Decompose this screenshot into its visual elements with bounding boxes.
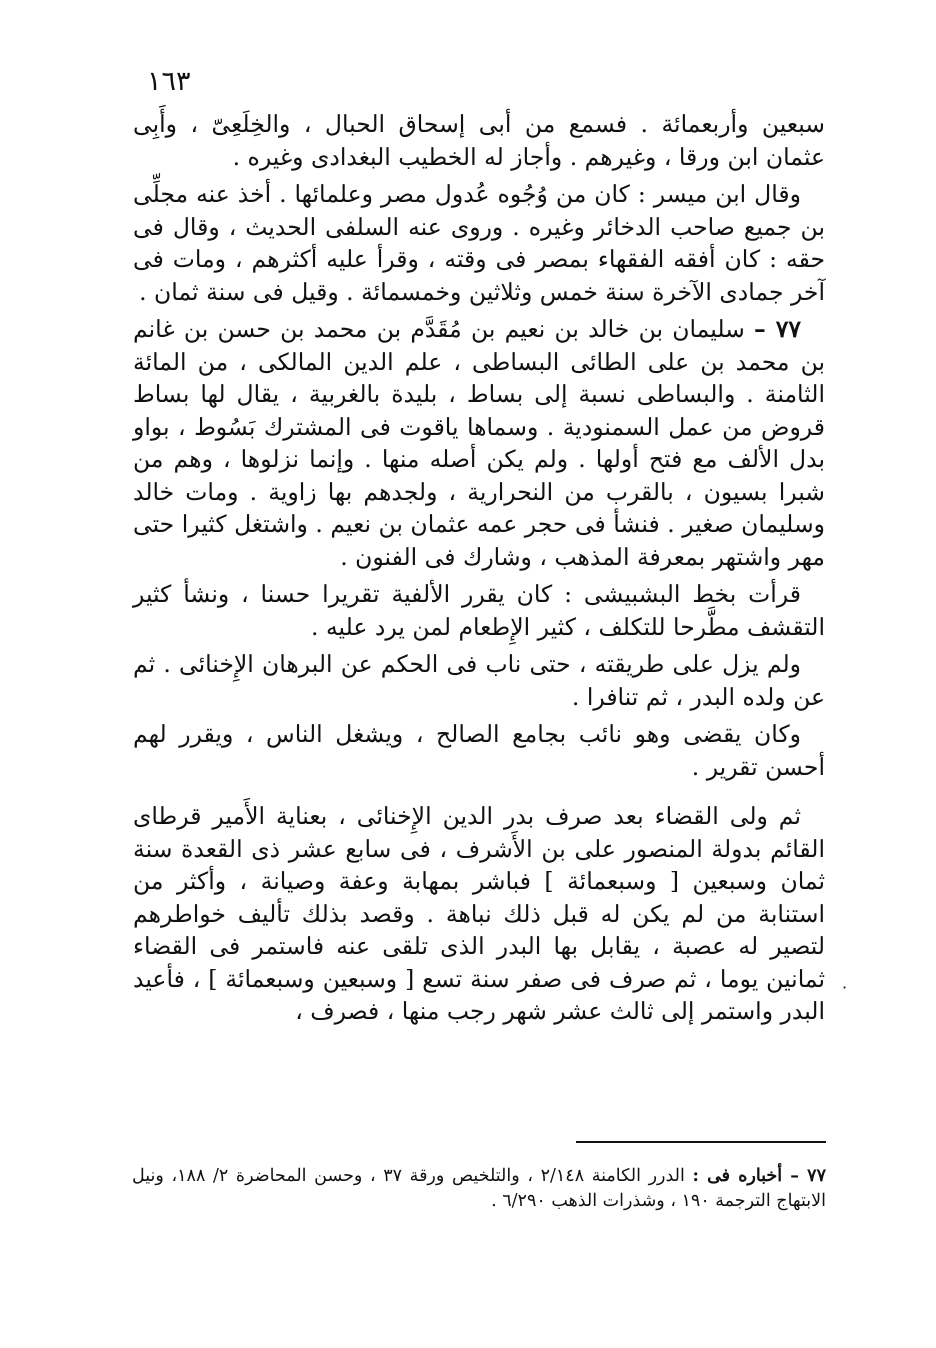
page-number: ١٦٣ [147, 66, 191, 97]
paragraph: وقال ابن ميسر : كان من وُجُوه عُدول مصر وعلمائها . أخذ عنه مجلِّى بن جميع صاحب الدخائر وغيره . وروى عنه السلفى الحديث ، وقال فى حقه : كان أفقه الفقهاء بمصر فى وقته ، وقرأ عليه أكثرهم ، ومات فى آخر جمادى الآخرة سنة خمس وثلاثين وخمسمائة . وقيل فى سنة ثمان . [133, 180, 825, 306]
footnote [132, 1164, 826, 1214]
paragraph: سبعين وأربعمائة . فسمع من أبى إسحاق الحبال ، والخِلَعِىّ ، وأَبِى عثمان ابن ورقا ، وغيرهم . وأجاز له الخطيب البغدادى وغيره . [133, 110, 825, 171]
footnotes [132, 1164, 826, 1214]
margin-mark: · [842, 978, 848, 997]
paragraph: ولم يزل على طريقته ، حتى ناب فى الحكم عن البرهان الإِخنائى . ثم عن ولده البدر ، ثم تنافرا . [133, 650, 825, 711]
paragraph: ثم ولى القضاء بعد صرف بدر الدين الإِخنائى ، بعناية الأَمير قرطاى القائم بدولة المنصور على بن الأَشرف ، فى سابع عشر ذى القعدة سنة ثمان وسبعين [ وسبعمائة ] فباشر بمهابة وعفة وصيانة ، وأكثر من استنابة من لم يكن له قبل ذلك نباهة . وقصد بذلك تأليف خواطرهم لتصير له عصبة ، يقابل بها البدر الذى تلقى عنه فاستمر فى القضاء ثمانين يوما ، ثم صرف فى صفر سنة تسع [ وسبعين وسبعمائة ] ، فأعيد البدر واستمر إلى ثالث عشر شهر رجب منها ، فصرف ، [133, 802, 825, 1025]
footnote-divider [576, 1141, 826, 1143]
paragraph: قرأت بخط البشبيشى : كان يقرر الألفية تقريرا حسنا ، ونشأ كثير التقشف مطَّرحا للتكلف ، كثير الإِطعام لمن يرد عليه . [133, 580, 825, 641]
entry-77-paragraph [133, 313, 825, 573]
footnote-lead: ٧٧ – أخباره فى : [692, 1166, 826, 1186]
main-text [133, 108, 825, 1033]
entry-text: سليمان بن خالد بن نعيم بن مُقَدَّم بن محمد بن حسن بن غانم بن محمد بن على الطائى البساطى ، علم الدين المالكى ، من المائة الثامنة . والبساطى نسبة إلى بساط ، بليدة بالغربية ، يقال لها بساط قروض من عمل السمنودية . وسماها ياقوت فى المشترك بَسُوط ، بواو بدل الألف مع فتح أولها . ولم يكن أصله منها . وإنما نزلوها ، وهم من شبرا بسيون ، بالقرب من النحرارية ، ولجدهم بها زاوية . ومات خالد وسليمان صغير . فنشأ فى حجر عمه عثمان بن نعيم . واشتغل كثيرا حتى مهر واشتهر بمعرفة المذهب ، وشارك فى الفنون . [133, 315, 825, 571]
footnote-text: الدرر الكامنة ٢/١٤٨ ، والتلخيص ورقة ٣٧ ، وحسن المحاضرة ٢/ ١٨٨، ونيل الابتهاج الترجمة ١٩٠ ، وشذرات الذهب ٦/٢٩٠ . [132, 1166, 826, 1211]
entry-number: ٧٧ – [754, 315, 801, 343]
paragraph: وكان يقضى وهو نائب بجامع الصالح ، ويشغل الناس ، ويقرر لهم أحسن تقرير . [133, 720, 825, 781]
